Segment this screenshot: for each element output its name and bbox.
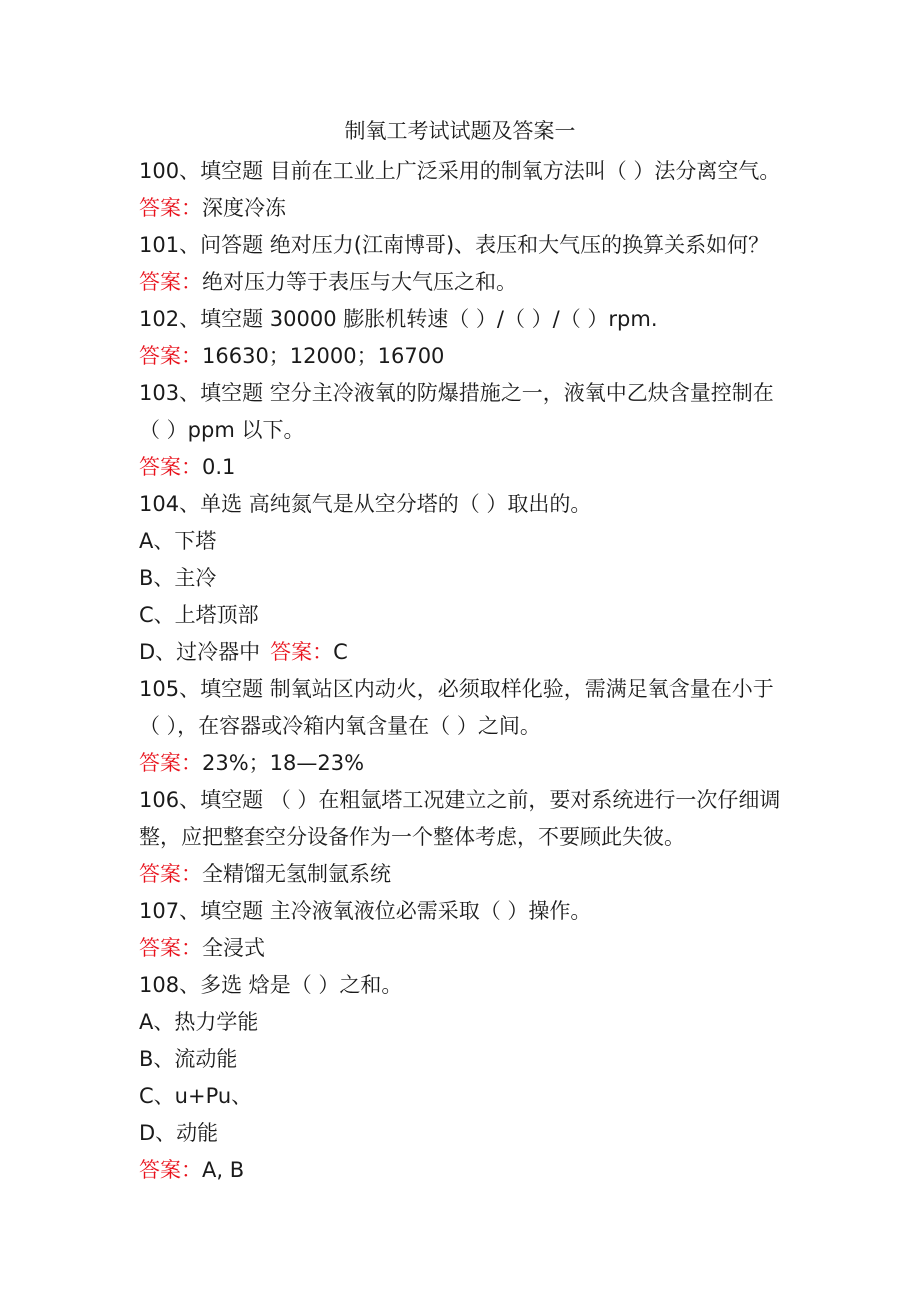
question-106-text-line2: 整，应把整套空分设备作为一个整体考虑，不要顾此失彼。 <box>139 825 685 849</box>
answer-value: 16630；12000；16700 <box>202 344 445 368</box>
answer-value: 绝对压力等于表压与大气压之和。 <box>202 270 517 294</box>
option-104-b: B、主冷 <box>139 566 217 590</box>
question-105-text-line1: 105、填空题 制氧站区内动火，必须取样化验，需满足氧含量在小于 <box>139 677 774 701</box>
question-list <box>139 153 789 1189</box>
answer-value: C <box>333 640 348 664</box>
answer-label: 答案： <box>139 344 202 368</box>
page-title: 制氧工考试试题及答案一 <box>344 119 576 143</box>
question-106-text-line1: 106、填空题 （ ）在粗氩塔工况建立之前，要对系统进行一次仔细调 <box>139 788 781 812</box>
question-101-text: 101、问答题 绝对压力(江南博哥)、表压和大气压的换算关系如何？ <box>139 233 770 257</box>
question-108-text: 108、多选 焓是（ ）之和。 <box>139 973 403 997</box>
answer-label: 答案： <box>139 455 202 479</box>
answer-value: 0.1 <box>202 455 236 479</box>
answer-label: 答案： <box>139 196 202 220</box>
answer-label: 答案： <box>139 936 202 960</box>
option-104-c: C、上塔顶部 <box>139 603 259 627</box>
answer-value: 深度冷冻 <box>202 196 286 220</box>
question-105-text-line2: （ ），在容器或冷箱内氧含量在（ ）之间。 <box>139 714 541 738</box>
question-107-text: 107、填空题 主冷液氧液位必需采取（ ）操作。 <box>139 899 592 923</box>
answer-label: 答案： <box>139 751 202 775</box>
answer-value: 全精馏无氢制氩系统 <box>202 862 391 886</box>
answer-107 <box>139 930 789 967</box>
answer-value: 23%；18—23% <box>202 751 365 775</box>
question-102-text: 102、填空题 30000 膨胀机转速（ ）/（ ）/（ ）rpm. <box>139 307 658 331</box>
question-100-text: 100、填空题 目前在工业上广泛采用的制氧方法叫（ ）法分离空气。 <box>139 159 781 183</box>
answer-105 <box>139 745 789 782</box>
answer-value: 全浸式 <box>202 936 265 960</box>
answer-103 <box>139 449 789 486</box>
option-104-d: D、过冷器中 <box>139 640 261 664</box>
question-103-text-line1: 103、填空题 空分主冷液氧的防爆措施之一，液氧中乙炔含量控制在 <box>139 381 774 405</box>
option-108-c: C、u+Pu、 <box>139 1084 253 1108</box>
option-108-d: D、动能 <box>139 1121 219 1145</box>
answer-label: 答案： <box>139 270 202 294</box>
option-108-a: A、热力学能 <box>139 1010 259 1034</box>
answer-label: 答案： <box>139 1158 202 1182</box>
answer-102 <box>139 338 789 375</box>
option-104-d-with-answer <box>139 634 789 671</box>
answer-value: A, B <box>202 1158 245 1182</box>
option-104-a: A、下塔 <box>139 529 217 553</box>
answer-100 <box>139 190 789 227</box>
question-104-text: 104、单选 高纯氮气是从空分塔的（ ）取出的。 <box>139 492 592 516</box>
answer-label: 答案： <box>270 640 334 664</box>
answer-106 <box>139 856 789 893</box>
answer-101 <box>139 264 789 301</box>
answer-label: 答案： <box>139 862 202 886</box>
answer-108 <box>139 1152 789 1189</box>
option-108-b: B、流动能 <box>139 1047 238 1071</box>
question-103-text-line2: （ ）ppm 以下。 <box>139 418 305 442</box>
